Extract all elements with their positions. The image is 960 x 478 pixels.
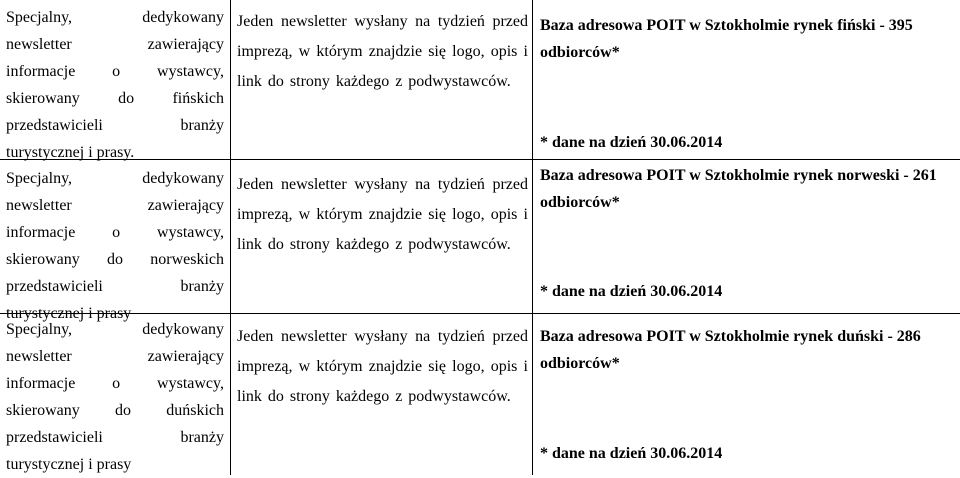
row-3-date-note: * dane na dzień 30.06.2014: [540, 445, 723, 462]
row-3-base: Baza adresowa POIT w Sztokholmie rynek duński - 286 odbiorców*: [540, 328, 921, 372]
row-2-base: Baza adresowa POIT w Sztokholmie rynek norweski - 261 odbiorców*: [540, 167, 937, 211]
row-3-description: Specjalny, dedykowany newsletter zawierający informacje o wystawcy, skierowany do duńskich przedstawicieli branży turystycznej i prasy: [6, 321, 224, 473]
row-3-offer: Jeden newsletter wysłany na tydzień przed imprezą, w którym znajdzie się logo, opis i link do strony każdego z podwystawców.: [237, 328, 528, 405]
column-divider: [230, 0, 231, 475]
row-1-offer: Jeden newsletter wysłany na tydzień przed imprezą, w którym znajdzie się logo, opis i link do strony każdego z podwystawców.: [237, 13, 528, 90]
row-3-base-cell: [540, 323, 954, 473]
row-1-base: Baza adresowa POIT w Sztokholmie rynek fiński - 395 odbiorców*: [540, 17, 913, 61]
row-1-date-note: * dane na dzień 30.06.2014: [540, 134, 723, 151]
row-2-base-cell: [540, 162, 954, 310]
row-2-description: Specjalny, dedykowany newsletter zawierający informacje o wystawcy, skierowany do norweskich przedstawicieli branży turystycznej i prasy: [6, 170, 224, 322]
row-2-offer: Jeden newsletter wysłany na tydzień przed imprezą, w którym znajdzie się logo, opis i link do strony każdego z podwystawców.: [237, 176, 528, 253]
column-divider: [532, 0, 533, 475]
row-1-base-cell: [540, 12, 954, 157]
row-1-description: Specjalny, dedykowany newsletter zawierający informacje o wystawcy, skierowany do fińskich przedstawicieli branży turystycznej i prasy.: [6, 9, 224, 161]
row-2-date-note: * dane na dzień 30.06.2014: [540, 283, 723, 300]
